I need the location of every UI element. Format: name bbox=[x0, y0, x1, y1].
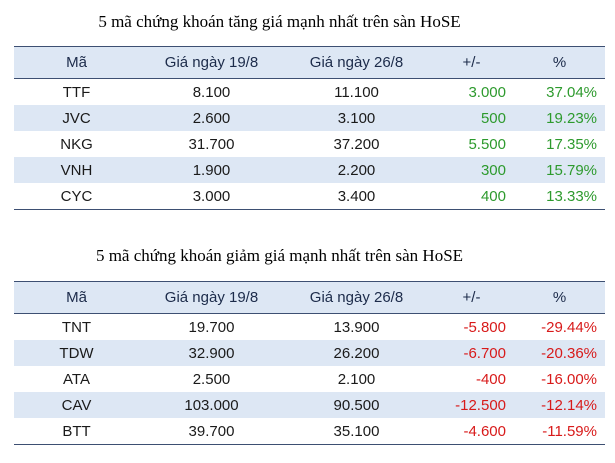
cell-percent: 15.79% bbox=[514, 157, 605, 183]
cell-code: NKG bbox=[60, 135, 93, 153]
cell-percent: -11.59% bbox=[514, 418, 605, 445]
col-header-percent: % bbox=[514, 282, 605, 314]
cell-price-19-8: 3.000 bbox=[139, 183, 284, 210]
table-row bbox=[14, 340, 605, 366]
losers-title: 5 mã chứng khoán giảm giá mạnh nhất trên sàn HoSE bbox=[95, 246, 464, 265]
cell-price-19-8: 103.000 bbox=[139, 392, 284, 418]
cell-price-19-8: 39.700 bbox=[139, 418, 284, 445]
cell-code: VNH bbox=[14, 157, 139, 183]
cell-price-26-8: 35.100 bbox=[284, 418, 429, 445]
col-header-code: Mã bbox=[14, 47, 139, 79]
cell-change: -6.700 bbox=[429, 340, 514, 366]
gainers-title: 5 mã chứng khoán tăng giá mạnh nhất trên sàn HoSE bbox=[98, 12, 461, 31]
cell-code: JVC bbox=[14, 105, 139, 131]
cell-price-26-8: 11.100 bbox=[334, 83, 379, 101]
cell-change: -400 bbox=[475, 370, 506, 388]
cell-price-26-8: 3.100 bbox=[284, 105, 429, 131]
col-header-price-19-8: Giá ngày 19/8 bbox=[139, 282, 284, 314]
cell-percent: 13.33% bbox=[514, 183, 605, 210]
table-header-row bbox=[14, 282, 605, 314]
cell-code: ATA bbox=[63, 370, 90, 388]
cell-percent: -16.00% bbox=[541, 370, 597, 388]
cell-code: CAV bbox=[14, 392, 139, 418]
cell-price-19-8: 8.100 bbox=[192, 83, 231, 101]
cell-price-19-8: 2.500 bbox=[192, 370, 231, 388]
cell-code: CYC bbox=[14, 183, 139, 210]
table-row bbox=[14, 314, 605, 341]
cell-price-26-8: 3.400 bbox=[284, 183, 429, 210]
gainers-table bbox=[14, 46, 605, 210]
table-row bbox=[14, 79, 605, 106]
cell-code: TNT bbox=[61, 318, 92, 336]
col-header-price-26-8: Giá ngày 26/8 bbox=[284, 282, 429, 314]
cell-price-26-8: 2.200 bbox=[284, 157, 429, 183]
table-row bbox=[14, 418, 605, 445]
col-header-percent: % bbox=[514, 47, 605, 79]
cell-price-19-8: 1.900 bbox=[139, 157, 284, 183]
cell-price-26-8: 13.900 bbox=[333, 318, 380, 336]
table-row bbox=[14, 183, 605, 210]
col-header-price-19-8: Giá ngày 19/8 bbox=[139, 47, 284, 79]
cell-percent: -20.36% bbox=[514, 340, 605, 366]
cell-price-26-8: 2.100 bbox=[337, 370, 376, 388]
losers-table bbox=[14, 281, 605, 445]
cell-price-19-8: 31.700 bbox=[188, 135, 235, 153]
col-header-change: +/- bbox=[429, 282, 514, 314]
col-header-code: Mã bbox=[14, 282, 139, 314]
cell-change: 400 bbox=[429, 183, 514, 210]
cell-price-26-8: 26.200 bbox=[284, 340, 429, 366]
cell-code: BTT bbox=[14, 418, 139, 445]
cell-price-19-8: 32.900 bbox=[139, 340, 284, 366]
cell-change: 500 bbox=[429, 105, 514, 131]
cell-percent: -12.14% bbox=[514, 392, 605, 418]
table-row bbox=[14, 131, 605, 157]
table-row bbox=[14, 105, 605, 131]
cell-change: -5.800 bbox=[463, 318, 506, 336]
cell-change: 5.500 bbox=[468, 135, 506, 153]
cell-percent: -29.44% bbox=[541, 318, 597, 336]
cell-change: 300 bbox=[429, 157, 514, 183]
col-header-change: +/- bbox=[429, 47, 514, 79]
table-row bbox=[14, 392, 605, 418]
cell-change: -12.500 bbox=[429, 392, 514, 418]
cell-code: TDW bbox=[14, 340, 139, 366]
cell-price-19-8: 2.600 bbox=[139, 105, 284, 131]
table-row bbox=[14, 157, 605, 183]
cell-percent: 19.23% bbox=[514, 105, 605, 131]
cell-price-19-8: 19.700 bbox=[188, 318, 235, 336]
cell-price-26-8: 90.500 bbox=[284, 392, 429, 418]
table-header-row bbox=[14, 47, 605, 79]
cell-percent: 37.04% bbox=[546, 83, 597, 101]
cell-price-26-8: 37.200 bbox=[333, 135, 380, 153]
cell-percent: 17.35% bbox=[546, 135, 597, 153]
cell-change: 3.000 bbox=[468, 83, 506, 101]
table-row bbox=[14, 366, 605, 392]
cell-code: TTF bbox=[62, 83, 91, 101]
col-header-price-26-8: Giá ngày 26/8 bbox=[284, 47, 429, 79]
cell-change: -4.600 bbox=[429, 418, 514, 445]
